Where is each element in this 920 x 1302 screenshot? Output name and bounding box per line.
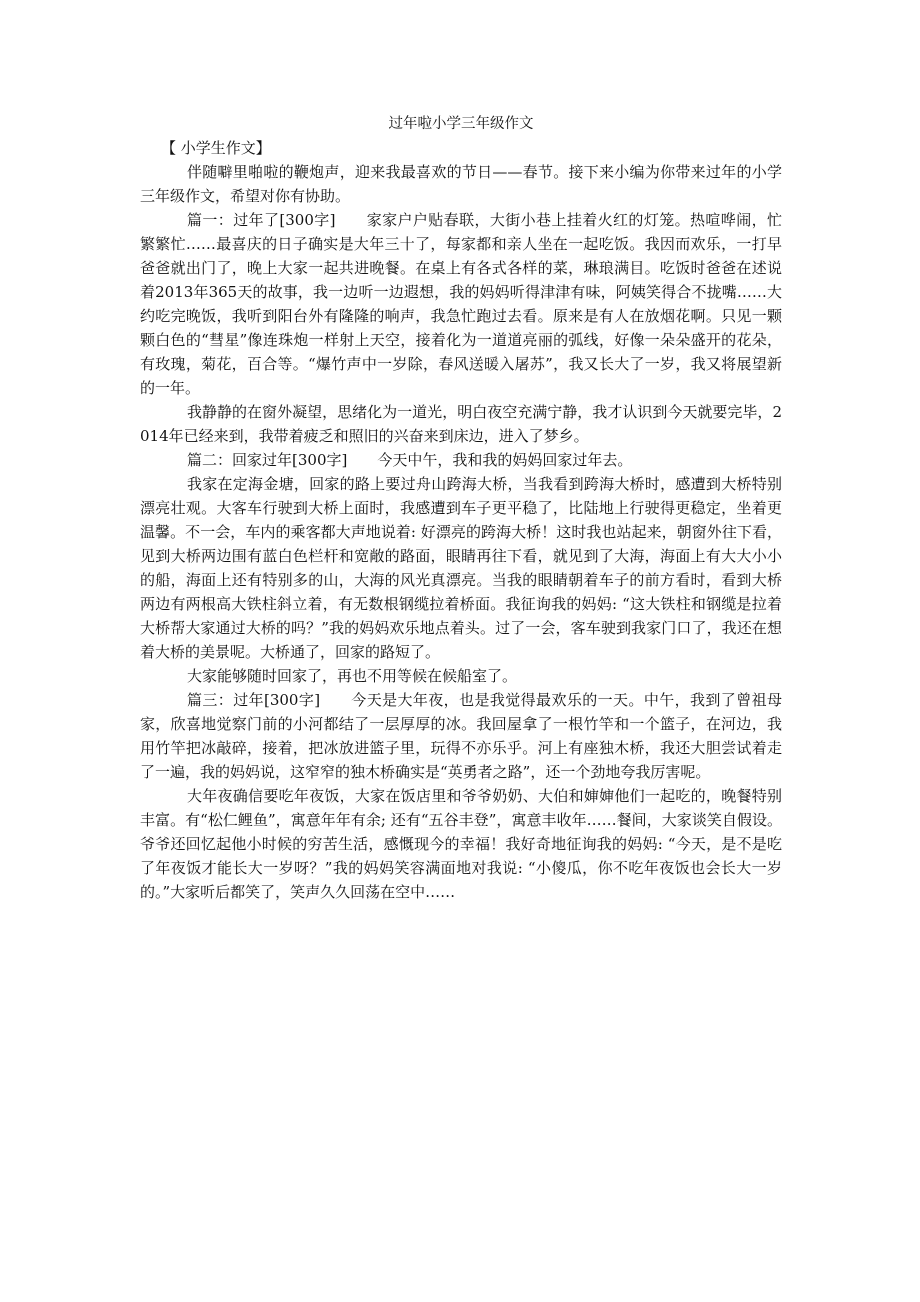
essay-one-ending-paragraph: 我静静的在窗外凝望，思绪化为一道光，明白夜空充满宁静，我才认识到今天就要完毕，2014年已经来到，我带着疲乏和照旧的兴奋来到床边，进入了梦乡。 <box>140 403 782 445</box>
intro-paragraph: 伴随噼里啪啦的鞭炮声，迎来我最喜欢的节日——春节。接下来小编为你带来过年的小学三年级作文，希望对你有协助。 <box>140 163 782 205</box>
essay-three-ending-paragraph: 大年夜确信要吃年夜饭，大家在饭店里和爷爷奶奶、大伯和婶婶他们一起吃的，晚餐特别丰富。有“松仁鲤鱼”，寓意年年有余; 还有“五谷丰登”，寓意丰收年……餐间，大家谈笑自假设。爷爷还回忆起他小时候的穷苦生活，感慨现今的幸福！我好奇地征询我的妈妈: “今天，是不是吃了年夜饭才能长大一岁呀？”我的妈妈笑容满面地对我说: “小傻瓜，你不吃年夜饭也会长大一岁的。”大家听后都笑了，笑声久久回荡在空中…… <box>140 787 782 901</box>
document-body <box>140 112 782 904</box>
essay-two-heading-paragraph: 篇二：回家过年[300字] 今天中午，我和我的妈妈回家过年去。 <box>187 451 633 469</box>
essay-two-ending-paragraph: 大家能够随时回家了，再也不用等候在候船室了。 <box>187 667 518 685</box>
category-tag: 【 小学生作文】 <box>161 139 271 157</box>
essay-three-paragraph: 篇三：过年[300字] 今天是大年夜，也是我觉得最欢乐的一天。中午，我到了曾祖母家，欣喜地觉察门前的小河都结了一层厚厚的冰。我回屋拿了一根竹竿和一个篮子，在河边，我用竹竿把冰敲碎，接着，把冰放进篮子里，玩得不亦乐乎。河上有座独木桥，我还大胆尝试着走了一遍，我的妈妈说，这窄窄的独木桥确实是“英勇者之路”，还一个劲地夸我厉害呢。 <box>140 691 782 781</box>
document-title: 过年啦小学三年级作文 <box>388 116 534 132</box>
essay-one-paragraph: 篇一：过年了[300字] 家家户户贴春联，大街小巷上挂着火红的灯笼。热喧哗闹，忙繁繁忙……最喜庆的日子确实是大年三十了，每家都和亲人坐在一起吃饭。我因而欢乐，一打早爸爸就出门了，晚上大家一起共进晚餐。在桌上有各式各样的菜，琳琅满目。吃饭时爸爸在述说着2013年365天的故事，我一边听一边遐想，我的妈妈听得津津有味，阿姨笑得合不拢嘴……大约吃完晚饭，我听到阳台外有隆隆的响声，我急忙跑过去看。原来是有人在放烟花啊。只见一颗颗白色的“彗星”像连珠炮一样射上天空，接着化为一道道亮丽的弧线，好像一朵朵盛开的花朵，有玫瑰，菊花，百合等。“爆竹声中一岁除，春风送暖入屠苏”，我又长大了一岁，我又将展望新的一年。 <box>140 211 782 397</box>
essay-two-paragraph: 我家在定海金塘，回家的路上要过舟山跨海大桥，当我看到跨海大桥时，感遭到大桥特别漂亮壮观。大客车行驶到大桥上面时，我感遭到车子更平稳了，比陆地上行驶得更稳定，坐着更温馨。不一会，车内的乘客都大声地说着: 好漂亮的跨海大桥！这时我也站起来，朝窗外往下看，见到大桥两边围有蓝白色栏杆和宽敞的路面，眼睛再往下看，就见到了大海，海面上有大大小小的船，海面上还有特别多的山，大海的风光真漂亮。当我的眼睛朝着车子的前方看时，看到大桥两边有两根高大铁柱斜立着，有无数根钢缆拉着桥面。我征询我的妈妈: “这大铁柱和钢缆是拉着大桥帮大家通过大桥的吗？”我的妈妈欢乐地点着头。过了一会，客车驶到我家门口了，我还在想着大桥的美景呢。大桥通了，回家的路短了。 <box>140 475 782 661</box>
